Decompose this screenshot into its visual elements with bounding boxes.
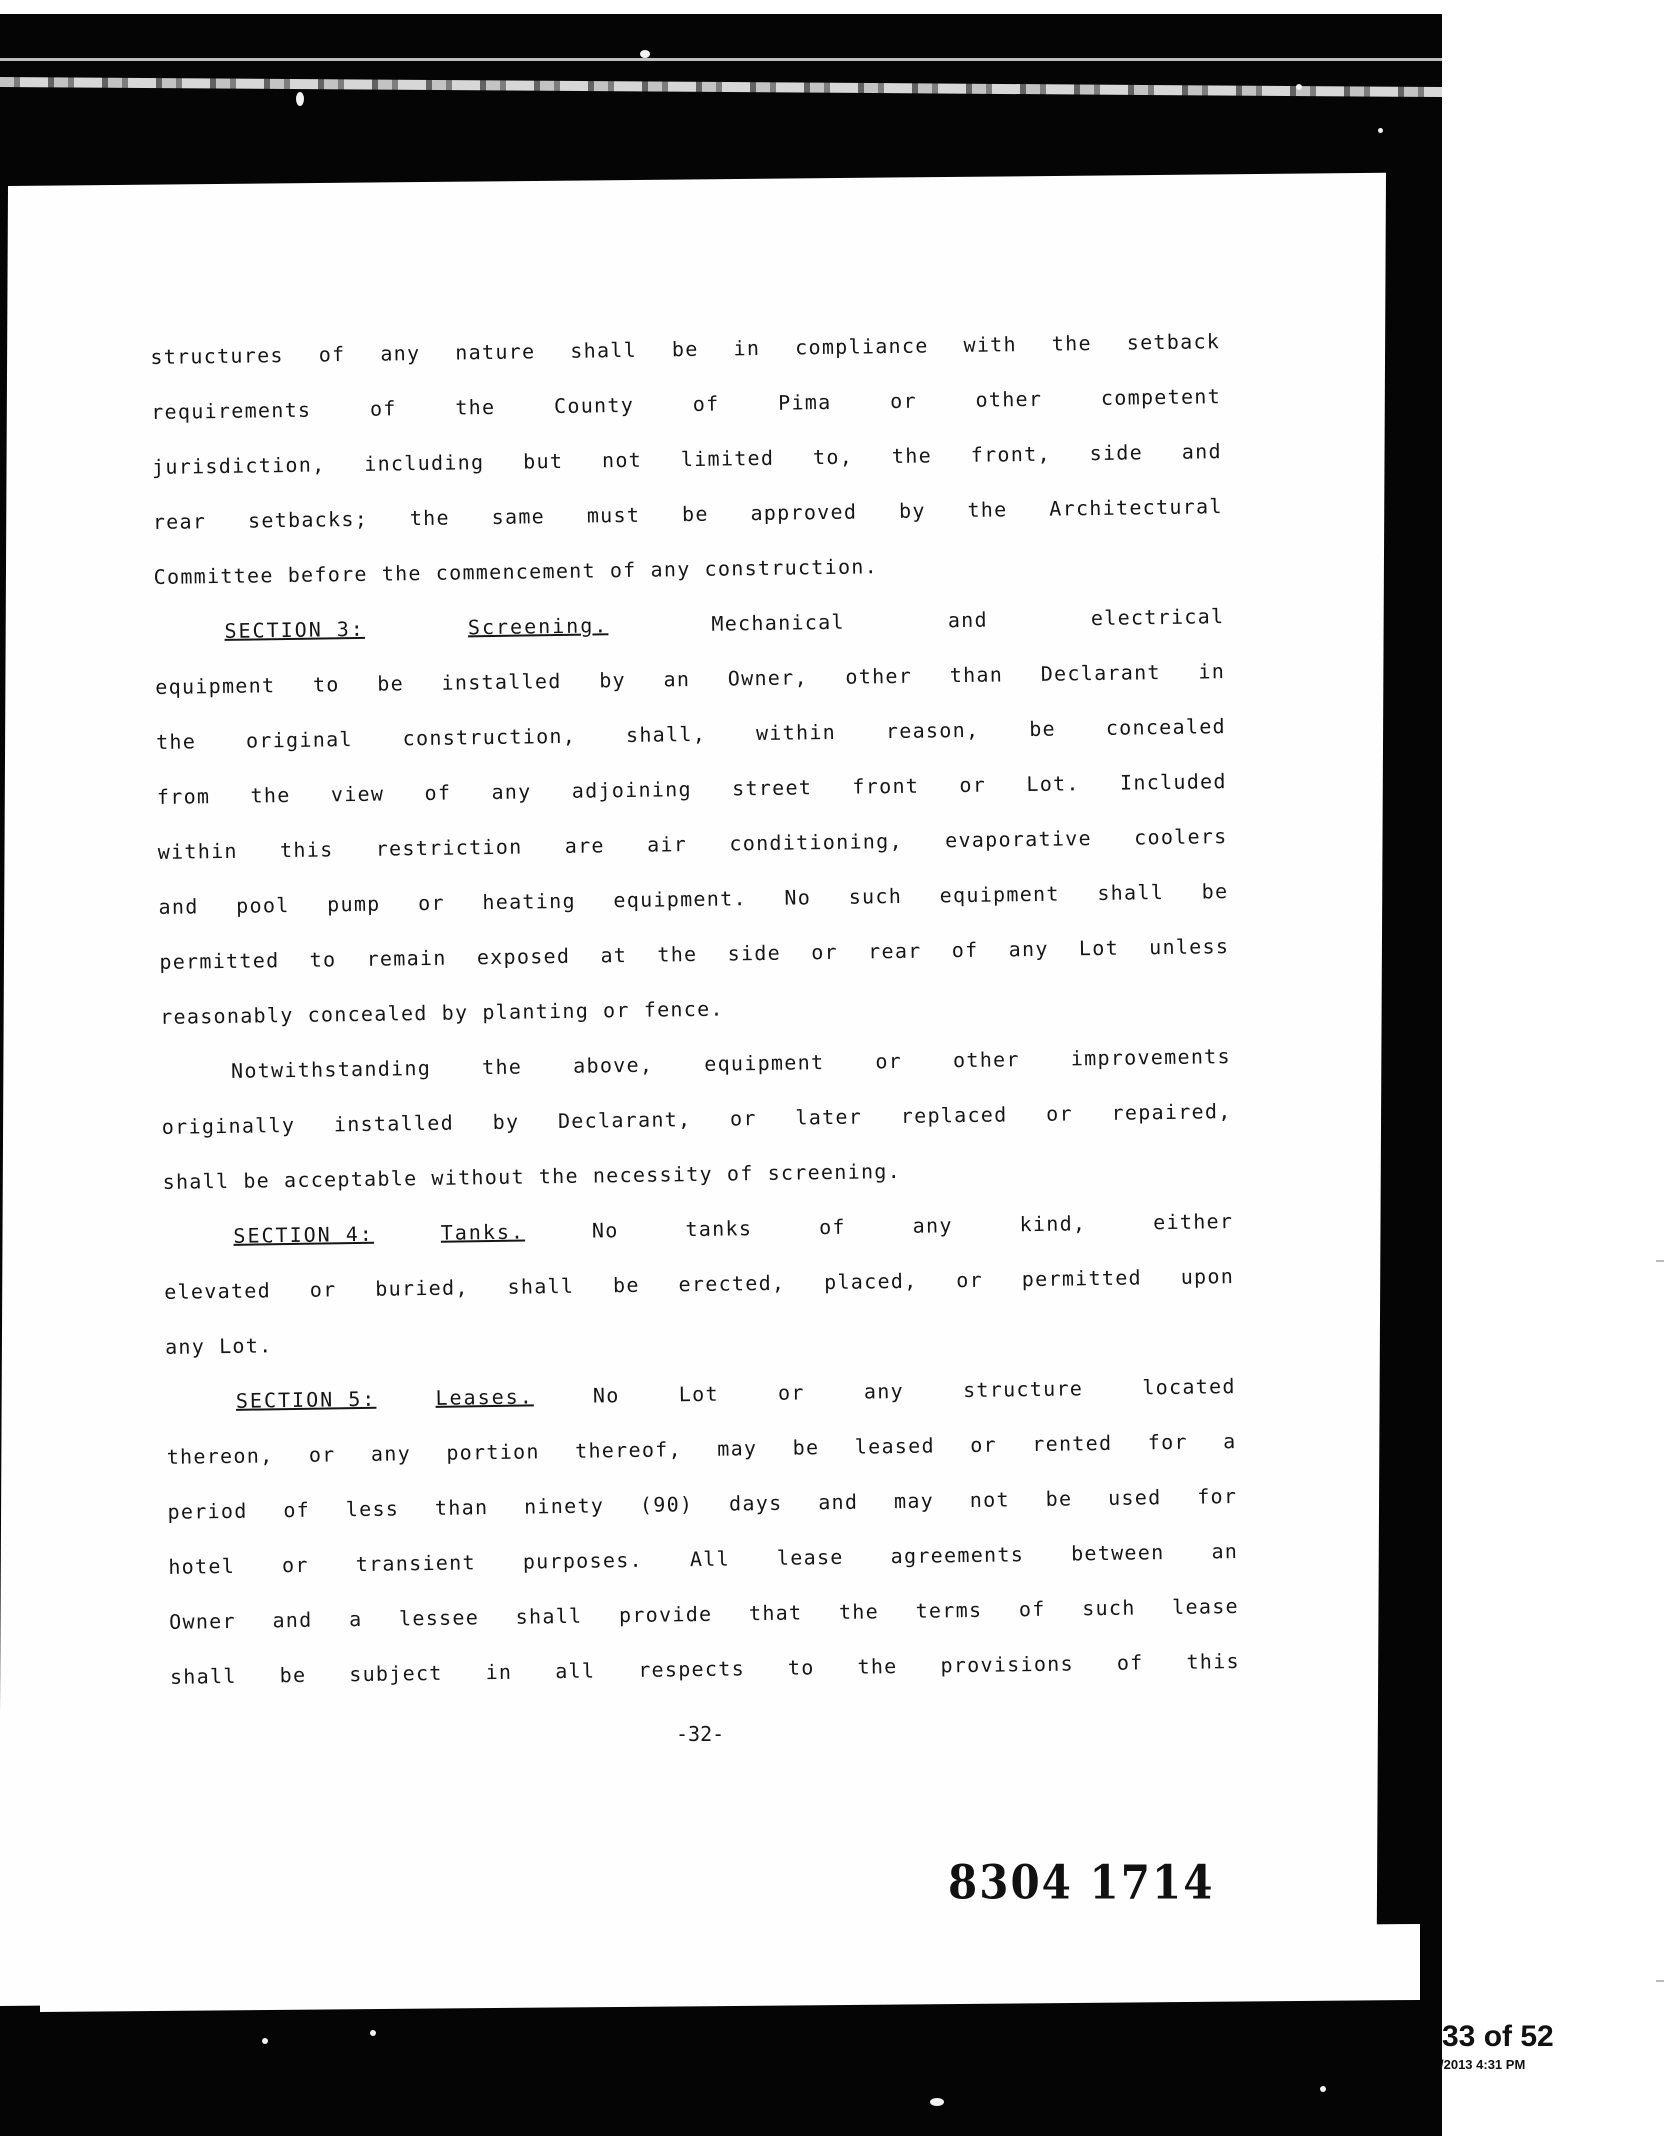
document-page-bottom [40, 1924, 1420, 2012]
word: this [1186, 1648, 1241, 1674]
word: (90) [639, 1492, 694, 1517]
word: transient [355, 1550, 477, 1577]
word: may [717, 1436, 758, 1461]
word: be [243, 1168, 271, 1193]
word: used [1107, 1485, 1162, 1510]
word: or [956, 1267, 984, 1293]
word: and [947, 607, 989, 633]
word: the [1051, 331, 1093, 356]
word: jurisdiction, [151, 452, 326, 479]
word: Notwithstanding [230, 1055, 432, 1083]
word: to [312, 672, 340, 697]
word: side [727, 940, 782, 966]
document-body [150, 314, 1250, 1705]
word: pool [236, 892, 290, 918]
word: be [1045, 1486, 1073, 1511]
word: period [167, 1498, 248, 1524]
word: or [308, 1442, 336, 1467]
word: and [1181, 439, 1223, 464]
word: without [431, 1164, 525, 1190]
word: or [309, 1277, 337, 1302]
word: improvements [1070, 1044, 1232, 1071]
margin-mark [1656, 1260, 1664, 1262]
word: are [564, 833, 605, 858]
word: days [728, 1490, 783, 1516]
scan-speck [1378, 128, 1383, 133]
word: fence. [643, 996, 724, 1022]
word: Owner [168, 1608, 237, 1634]
section-title: Tanks. [440, 1219, 526, 1245]
word: limited [680, 445, 775, 472]
word: between [1070, 1540, 1165, 1566]
word: tanks [685, 1216, 753, 1242]
word: setbacks; [247, 506, 369, 533]
word: subject [349, 1660, 443, 1687]
word: No [592, 1383, 620, 1408]
word: commencement [435, 558, 597, 585]
word: any [863, 1378, 905, 1404]
word: all [555, 1658, 596, 1684]
word: structure [962, 1376, 1084, 1403]
word: No [784, 885, 812, 910]
word: not [601, 447, 643, 473]
word: to, [812, 444, 854, 470]
word: shall [1097, 880, 1165, 906]
word: rented [1032, 1430, 1113, 1457]
word: any [380, 340, 421, 366]
word: side [1089, 440, 1144, 466]
word: of [951, 937, 979, 963]
word: installed [441, 668, 562, 695]
word: less [345, 1496, 400, 1522]
word: shall [507, 1273, 575, 1299]
word: conditioning, [729, 828, 904, 856]
word: at [600, 942, 628, 968]
word: be [681, 501, 709, 527]
word: All [689, 1546, 731, 1572]
word: necessity [592, 1161, 714, 1188]
scan-speck [930, 2098, 944, 2106]
word: coolers [1133, 824, 1228, 850]
word: or [875, 1048, 903, 1074]
word: must [586, 502, 641, 528]
word: with [963, 332, 1018, 357]
word: to [787, 1655, 815, 1680]
word: Lot [678, 1381, 720, 1407]
word: a [348, 1606, 363, 1632]
word: for [1147, 1429, 1188, 1455]
word: terms [915, 1597, 983, 1623]
word: the [250, 782, 291, 808]
word: of [692, 391, 720, 416]
word: concealed [307, 1000, 428, 1027]
word: be [377, 671, 405, 696]
word: Lot. [218, 1333, 273, 1359]
word: by [599, 667, 627, 693]
word: to [309, 947, 337, 972]
word: rear [152, 509, 207, 534]
word: including [364, 450, 485, 476]
word: street [731, 775, 813, 801]
word: by [441, 1000, 469, 1025]
print-timestamp: /2013 4:31 PM [1440, 2057, 1526, 2072]
word: but [522, 448, 564, 474]
word: other [845, 663, 913, 689]
word: shall, [625, 721, 707, 747]
word: or [970, 1432, 998, 1457]
word: structures [150, 343, 284, 369]
word: within [157, 838, 238, 864]
word: of [1018, 1596, 1046, 1622]
word: Owner, [727, 665, 809, 691]
word: than [949, 662, 1004, 688]
word: air [646, 832, 688, 857]
word: placed, [823, 1268, 918, 1295]
word: construction. [704, 554, 879, 581]
word: approved [750, 499, 858, 526]
word: lessee [398, 1605, 480, 1631]
word: any [370, 1441, 412, 1466]
word: permitted [159, 948, 280, 974]
word: be [1029, 716, 1057, 741]
word: the [657, 941, 698, 967]
word: compliance [794, 333, 929, 360]
word: any [912, 1213, 953, 1238]
word: before [287, 561, 368, 587]
word: same [491, 504, 546, 529]
word: equipment [155, 673, 276, 699]
word: shall [570, 337, 638, 363]
word: by [492, 1109, 520, 1135]
word: in [485, 1659, 513, 1685]
word: later [795, 1104, 863, 1130]
word: above, [573, 1052, 654, 1078]
word: permitted [1021, 1265, 1143, 1292]
word: unless [1149, 934, 1230, 960]
word: within [755, 719, 837, 746]
word: hotel [168, 1553, 236, 1579]
word: and [818, 1489, 859, 1515]
word: originally [161, 1112, 296, 1139]
word: view [330, 781, 385, 807]
word: that [748, 1600, 803, 1626]
word: for [1197, 1484, 1238, 1509]
word: adjoining [571, 777, 693, 803]
word: thereof, [574, 1437, 683, 1463]
word: be [671, 336, 699, 362]
section-label: SECTION 5: [235, 1386, 377, 1413]
word: shall [162, 1168, 230, 1194]
word: any [164, 1334, 206, 1359]
word: and [158, 894, 199, 919]
word: in [733, 335, 761, 361]
word: Declarant, [557, 1107, 692, 1134]
word: provide [618, 1601, 713, 1628]
word: front, [970, 441, 1051, 467]
word: setback [1126, 329, 1221, 355]
word: Lot. [1026, 771, 1080, 797]
word: leased [854, 1433, 935, 1459]
word: the [381, 560, 422, 586]
word: construction, [402, 723, 577, 751]
word: or [417, 890, 446, 916]
word: the [838, 1599, 880, 1624]
page-count-indicator: 33 of 52 [1442, 2020, 1554, 2053]
word: reason, [885, 717, 980, 744]
word: installed [333, 1110, 455, 1137]
word: County [553, 392, 635, 419]
word: purposes. [522, 1547, 644, 1574]
word: or [1046, 1101, 1074, 1126]
word: screening. [767, 1158, 902, 1185]
word: than [434, 1495, 489, 1520]
word: thereon, [166, 1443, 274, 1469]
word: the [409, 505, 451, 531]
word: and [272, 1607, 313, 1633]
section-label: SECTION 4: [233, 1221, 375, 1248]
word: Committee [153, 563, 274, 589]
word: of [283, 1497, 311, 1523]
word: or [281, 1552, 309, 1578]
scan-speck [296, 92, 304, 106]
word: Mechanical [711, 609, 845, 636]
word: other [952, 1047, 1020, 1073]
word: planting [482, 998, 590, 1025]
word: a [1223, 1429, 1237, 1454]
word: of [1116, 1650, 1144, 1675]
word: of [318, 342, 346, 367]
word: Included [1119, 769, 1227, 795]
word: provisions [940, 1651, 1075, 1678]
word: located [1142, 1374, 1236, 1400]
word: be [792, 1435, 820, 1460]
section-label: SECTION 3: [224, 616, 366, 643]
scan-speck [370, 2030, 376, 2036]
scan-speck [1320, 2086, 1326, 2092]
word: the [481, 1054, 523, 1080]
word: of [726, 1161, 754, 1186]
word: Lot [1078, 935, 1120, 961]
word: any [1008, 936, 1049, 962]
word: the [967, 497, 1008, 522]
margin-mark [1656, 1980, 1664, 1982]
word: in [1198, 659, 1226, 684]
word: an [663, 667, 691, 692]
word: equipment. [613, 886, 748, 913]
word: by [898, 498, 926, 523]
word: rear [867, 938, 922, 964]
word: may [893, 1488, 935, 1514]
word: replaced [900, 1102, 1008, 1128]
word: ninety [523, 1493, 605, 1519]
word: requirements [151, 397, 312, 424]
word: upon [1180, 1264, 1235, 1289]
word: from [156, 784, 211, 809]
word: Declarant [1040, 660, 1161, 686]
word: competent [1100, 384, 1222, 410]
word: or [890, 388, 918, 414]
word: either [1153, 1209, 1234, 1235]
word: such [848, 883, 903, 909]
word: any [650, 557, 691, 582]
word: repaired, [1111, 1099, 1232, 1125]
section-title: Screening. [467, 613, 609, 640]
word: evaporative [944, 826, 1093, 853]
word: remain [366, 945, 447, 971]
section-title: Leases. [435, 1384, 534, 1410]
word: pump [326, 891, 381, 917]
word: elevated [164, 1278, 272, 1304]
word: shall [169, 1663, 237, 1689]
word: electrical [1090, 604, 1225, 631]
word: or [602, 997, 630, 1023]
word: nature [455, 339, 536, 365]
word: the [538, 1163, 580, 1189]
word: reasonably [160, 1002, 294, 1029]
recording-stamp: 8304 1714 [948, 1855, 1215, 1910]
word: an [1211, 1538, 1239, 1564]
word: original [245, 727, 353, 753]
word: not [969, 1487, 1011, 1512]
word: of [369, 396, 397, 421]
word: or [959, 772, 987, 798]
word: or [811, 939, 839, 965]
word: buried, [375, 1275, 469, 1301]
word: shall [515, 1603, 583, 1629]
word: erected, [678, 1270, 786, 1297]
word: Architectural [1049, 494, 1223, 521]
word: respects [638, 1656, 746, 1682]
word: the [455, 394, 496, 420]
word: other [975, 386, 1043, 412]
word: No [591, 1218, 619, 1243]
word: the [891, 443, 933, 469]
word: of [818, 1214, 846, 1240]
word: be [279, 1662, 307, 1688]
word: front [852, 773, 920, 799]
word: concealed [1105, 714, 1227, 740]
scan-speck [640, 50, 650, 58]
word: any [491, 779, 532, 804]
word: acceptable [283, 1166, 418, 1193]
word: agreements [890, 1542, 1025, 1569]
word: of [424, 780, 452, 805]
scan-speck [262, 2038, 268, 2044]
word: or [777, 1380, 805, 1405]
word: of [609, 557, 637, 583]
word: the [155, 729, 197, 754]
word: equipment [704, 1050, 825, 1076]
word: this [279, 837, 334, 863]
word: lease [1172, 1593, 1240, 1619]
word: kind, [1019, 1211, 1087, 1237]
word: Pima [777, 389, 832, 415]
word: the [857, 1654, 898, 1679]
word: such [1082, 1595, 1136, 1621]
word: restriction [375, 834, 523, 861]
word: exposed [476, 943, 571, 970]
scan-artifact-line [0, 58, 1442, 61]
word: heating [482, 888, 576, 915]
word: or [729, 1106, 757, 1131]
word: equipment [939, 881, 1060, 908]
word: be [1201, 879, 1229, 904]
scan-speck [1296, 84, 1302, 90]
page-number: -32- [676, 1722, 725, 1746]
word: portion [446, 1439, 540, 1465]
word: be [612, 1272, 640, 1298]
word: lease [776, 1544, 844, 1570]
